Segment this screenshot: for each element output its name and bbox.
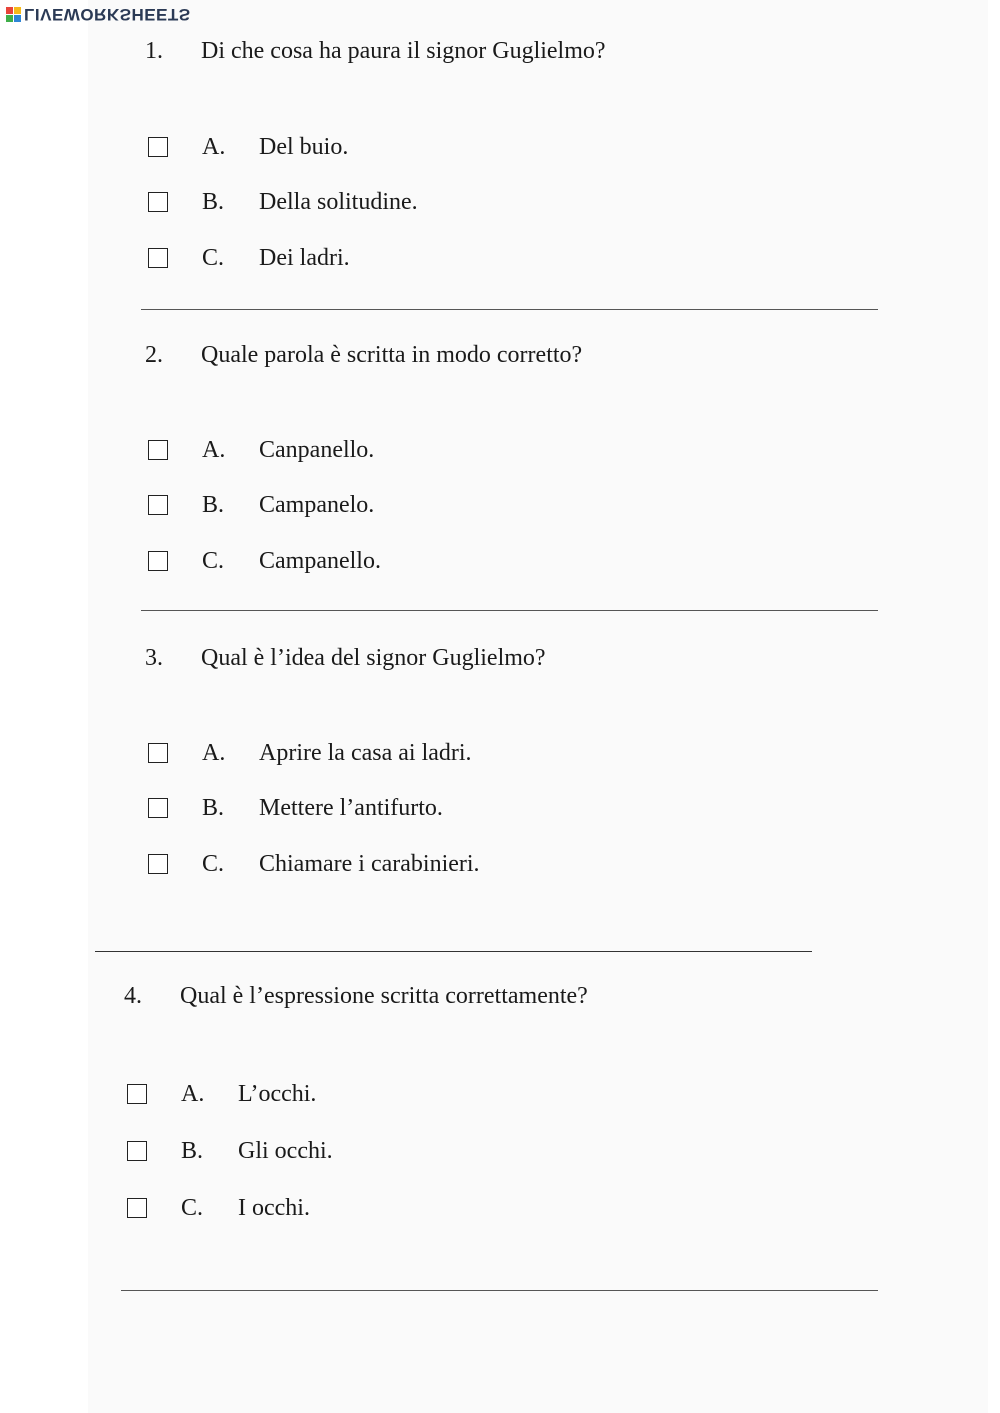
option-1a[interactable] — [148, 133, 348, 161]
checkbox[interactable] — [148, 192, 168, 212]
option-letter: B. — [202, 189, 225, 215]
liveworksheets-logo — [6, 4, 191, 24]
option-text: Dei ladri. — [259, 245, 350, 271]
option-letter: A. — [202, 437, 226, 463]
divider — [141, 309, 878, 310]
checkbox[interactable] — [127, 1198, 147, 1218]
option-4c[interactable] — [127, 1194, 310, 1222]
question-number: 3. — [145, 645, 163, 671]
divider — [121, 1290, 878, 1291]
option-1c[interactable] — [148, 244, 350, 272]
question-4 — [124, 982, 588, 1010]
option-1b[interactable] — [148, 188, 418, 216]
divider — [141, 610, 878, 611]
question-number: 2. — [145, 342, 163, 368]
option-text: Campanello. — [259, 548, 381, 574]
checkbox[interactable] — [127, 1084, 147, 1104]
logo-text: LIVEWORKSHEETS — [24, 4, 191, 24]
question-text: Qual è l’idea del signor Guglielmo? — [201, 645, 546, 671]
checkbox[interactable] — [148, 248, 168, 268]
option-letter: A. — [202, 740, 226, 766]
option-3a[interactable] — [148, 739, 472, 767]
option-letter: C. — [181, 1195, 204, 1221]
option-3b[interactable] — [148, 794, 443, 822]
option-4b[interactable] — [127, 1137, 333, 1165]
question-1 — [145, 37, 606, 65]
option-text: Chiamare i carabinieri. — [259, 851, 480, 877]
option-text: L’occhi. — [238, 1081, 317, 1107]
option-letter: A. — [202, 134, 226, 160]
checkbox[interactable] — [127, 1141, 147, 1161]
option-2a[interactable] — [148, 436, 374, 464]
option-text: Del buio. — [259, 134, 349, 160]
question-number: 1. — [145, 38, 163, 64]
option-text: Gli occhi. — [238, 1138, 333, 1164]
checkbox[interactable] — [148, 440, 168, 460]
option-letter: C. — [202, 548, 225, 574]
question-text: Quale parola è scritta in modo corretto? — [201, 342, 583, 368]
option-text: Aprire la casa ai ladri. — [259, 740, 472, 766]
divider — [95, 951, 812, 952]
option-text: Mettere l’antifurto. — [259, 795, 443, 821]
option-letter: B. — [202, 795, 225, 821]
checkbox[interactable] — [148, 798, 168, 818]
option-text: Canpanello. — [259, 437, 375, 463]
option-text: I occhi. — [238, 1195, 310, 1221]
checkbox[interactable] — [148, 137, 168, 157]
option-text: Della solitudine. — [259, 189, 418, 215]
logo-square — [14, 15, 21, 22]
checkbox[interactable] — [148, 551, 168, 571]
logo-square — [6, 7, 13, 14]
option-letter: C. — [202, 851, 225, 877]
question-number: 4. — [124, 983, 142, 1009]
option-2c[interactable] — [148, 547, 381, 575]
logo-squares-icon — [6, 7, 21, 22]
question-3 — [145, 644, 546, 672]
logo-square — [6, 15, 13, 22]
option-letter: C. — [202, 245, 225, 271]
logo-square — [14, 7, 21, 14]
question-2 — [145, 341, 582, 369]
question-text: Qual è l’espressione scritta correttamente? — [180, 983, 588, 1009]
option-text: Campanelo. — [259, 492, 375, 518]
option-3c[interactable] — [148, 850, 480, 878]
checkbox[interactable] — [148, 854, 168, 874]
checkbox[interactable] — [148, 495, 168, 515]
question-text: Di che cosa ha paura il signor Guglielmo? — [201, 38, 606, 64]
option-letter: B. — [202, 492, 225, 518]
option-2b[interactable] — [148, 491, 374, 519]
option-4a[interactable] — [127, 1080, 316, 1108]
option-letter: A. — [181, 1081, 205, 1107]
option-letter: B. — [181, 1138, 204, 1164]
checkbox[interactable] — [148, 743, 168, 763]
